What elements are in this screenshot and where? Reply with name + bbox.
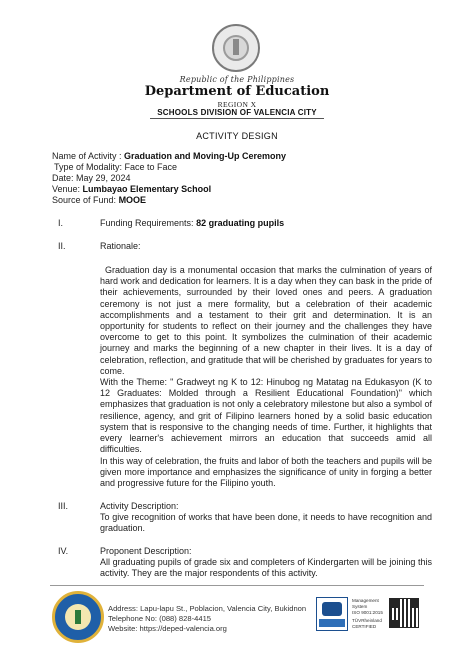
document-title: ACTIVITY DESIGN (196, 131, 278, 141)
section-2-label: Rationale: (100, 241, 141, 251)
section-1-number: I. (58, 218, 64, 228)
header-divider (150, 118, 324, 119)
meta-venue (52, 184, 211, 194)
republic-line: Republic of the Philippines (179, 75, 295, 84)
cert-line-1: Management (352, 598, 379, 603)
meta-modality: Type of Modality: Face to Face (54, 162, 178, 172)
section-4-number: IV. (58, 546, 69, 556)
footer-telephone: Telephone No: (088) 828-4415 (108, 614, 212, 623)
meta-fund-value: MOOE (118, 195, 147, 205)
section-1-label: Funding Requirements: (100, 218, 194, 228)
division-line: SCHOOLS DIVISION OF VALENCIA CITY (157, 108, 317, 117)
rationale-paragraph-3: In this way of celebration, the fruits and labor of both the teachers and pupils will be given more importance and emphasizes the significance of unity in forging a better and progressive future for the Filipino youth. (100, 456, 432, 489)
cert-line-3: ISO 9001:2015 (352, 610, 383, 615)
region-line: REGION X (217, 100, 257, 109)
section-2-number: II. (58, 241, 66, 251)
meta-fund (52, 195, 146, 205)
meta-venue-label: Venue: (52, 184, 81, 194)
meta-activity-name (52, 151, 286, 161)
activity-description-text: To give recognition of works that have been done, it needs to have recognition and graduation. (100, 512, 432, 534)
meta-fund-label: Source of Fund: (52, 195, 117, 205)
rationale-paragraph-1: Graduation day is a monumental occasion that marks the culmination of years of hard work and dedication for learners. It is a day when they can bask in the pride of their achievements, surrounded by their loved ones and peers. A graduation ceremony is not just a mere formality, but a celebration of their academic accomplishments and a testament to their grit and determination. It is an opportunity for students to reflect on their journey and the challenges they have overcome to get to this point. It symbolizes the culmination of their academic journey and marks the beginning of a new chapter in their lives. It is a day of celebration, reflection, and gratitude that will be cherished by graduates for years to come. (100, 265, 432, 376)
proponent-description-text: All graduating pupils of grade six and completers of Kindergarten will be joining this activity. They are the major respondents of this activity. (100, 557, 432, 579)
section-3-label: Activity Description: (100, 501, 179, 511)
meta-date: Date: May 29, 2024 (52, 173, 131, 183)
meta-venue-value: Lumbayao Elementary School (82, 184, 212, 194)
meta-name-label: Name of Activity : (52, 151, 122, 161)
section-3-number: III. (58, 501, 69, 511)
section-4-label: Proponent Description: (100, 546, 192, 556)
section-1-heading (100, 218, 284, 228)
cert-line-2: System (352, 604, 368, 609)
tuv-certification-badge (316, 597, 348, 631)
footer-divider (50, 585, 424, 586)
footer-address: Address: Lapu-lapu St., Poblacion, Valencia City, Bukidnon (108, 604, 307, 613)
cert-line-4: TÜVRheinland (352, 618, 382, 623)
qr-code[interactable] (389, 598, 419, 628)
meta-name-value: Graduation and Moving-Up Ceremony (124, 151, 287, 161)
department-name: Department of Education (144, 84, 330, 99)
cert-line-5: CERTIFIED (352, 624, 377, 629)
rationale-paragraph-2: With the Theme: " Gradweyt ng K to 12: Hinubog ng Matatag na Edukasyon (K to 12 Graduates: Molded through a Resilient Educational Foundation)" which emphasizes that graduation is not only a celebratory milestone but also a symbol of resilience, agency, and grit of Filipino learners honed by a solid basic education system that is responsive to the changing needs of time. Further, it highlights that every learner's achievement mirrors an education that succeeds amid all difficulties. (100, 377, 432, 455)
deped-seal-logo (212, 24, 260, 72)
footer-website[interactable]: Website: https://deped-valencia.org (108, 624, 227, 633)
division-seal-logo (52, 591, 104, 643)
section-1-value: 82 graduating pupils (196, 218, 285, 228)
